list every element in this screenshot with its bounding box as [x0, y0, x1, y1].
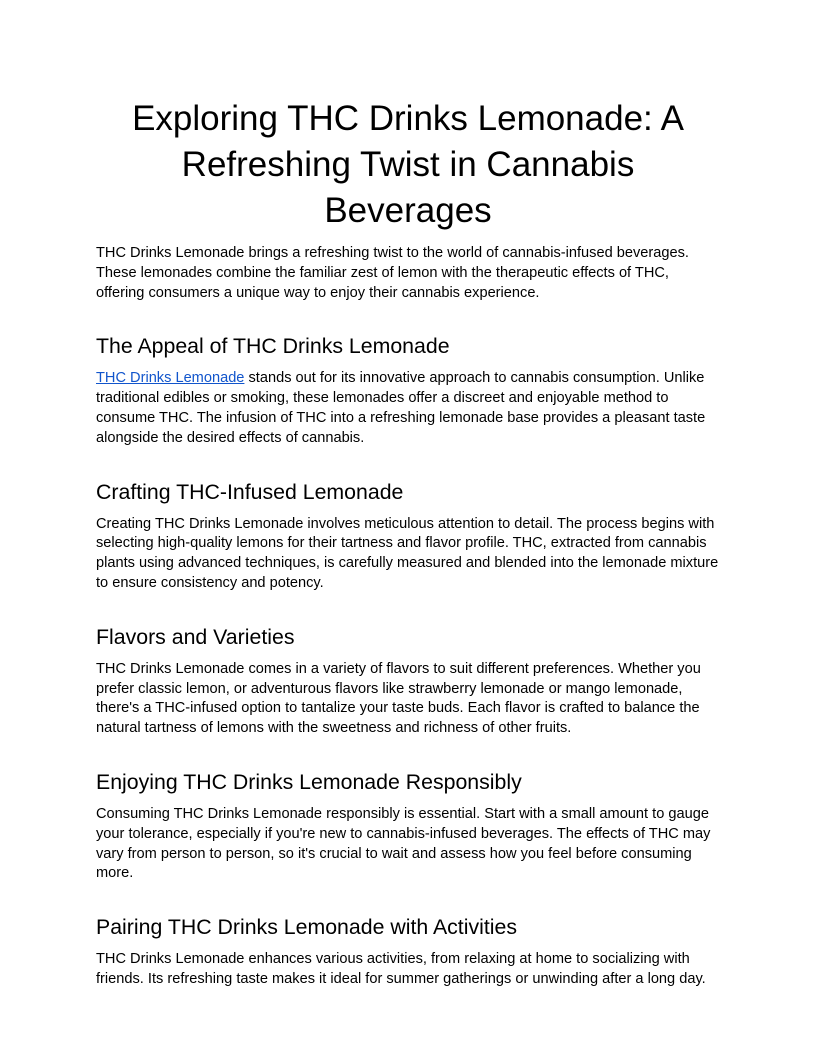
- document-page: [96, 96, 720, 990]
- section-heading-flavors: Flavors and Varieties: [96, 624, 295, 649]
- section-paragraph-responsibly: Consuming THC Drinks Lemonade responsibly is essential. Start with a small amount to gauge your tolerance, especially if you're new to cannabis-infused beverages. The effects of THC may vary from person to person, so it's crucial to wait and assess how you feel before consuming more.: [96, 805, 711, 882]
- section-paragraph-crafting: Creating THC Drinks Lemonade involves meticulous attention to detail. The process begins with selecting high-quality lemons for their tartness and flavor profile. THC, extracted from cannabis plants using advanced techniques, is carefully measured and blended into the lemonade mixture to ensure consistency and potency.: [96, 515, 719, 591]
- section-paragraph-appeal: [96, 369, 720, 448]
- section-paragraph-pairing: THC Drinks Lemonade enhances various activities, from relaxing at home to socializing with friends. Its refreshing taste makes it ideal for summer gatherings or unwinding after a long day.: [96, 951, 706, 987]
- appeal-paragraph-text: stands out for its innovative approach to cannabis consumption. Unlike traditional edibles or smoking, these lemonades offer a discreet and enjoyable method to consume THC. The infusion of THC into a refreshing lemonade base provides a pleasant taste alongside the desired effects of cannabis.: [96, 370, 706, 446]
- section-heading-crafting: Crafting THC-Infused Lemonade: [96, 479, 404, 504]
- section-heading-appeal: The Appeal of THC Drinks Lemonade: [96, 334, 450, 359]
- thc-drinks-lemonade-link[interactable]: THC Drinks Lemonade: [96, 370, 245, 387]
- intro-paragraph: THC Drinks Lemonade brings a refreshing twist to the world of cannabis-infused beverages. These lemonades combine the familiar zest of lemon with the therapeutic effects of THC, offering consumers a unique way to enjoy their cannabis experience.: [96, 245, 689, 301]
- section-heading-responsibly: Enjoying THC Drinks Lemonade Responsibly: [96, 769, 522, 794]
- document-title: Exploring THC Drinks Lemonade: A Refreshing Twist in Cannabis Beverages: [132, 99, 684, 230]
- section-paragraph-flavors: THC Drinks Lemonade comes in a variety of flavors to suit different preferences. Whether you prefer classic lemon, or adventurous flavors like strawberry lemonade or mango lemonade, there's a THC-infused option to tantalize your taste buds. Each flavor is crafted to balance the natural tartness of lemons with the sweetness and richness of other fruits.: [96, 660, 701, 737]
- section-heading-pairing: Pairing THC Drinks Lemonade with Activities: [96, 915, 517, 940]
